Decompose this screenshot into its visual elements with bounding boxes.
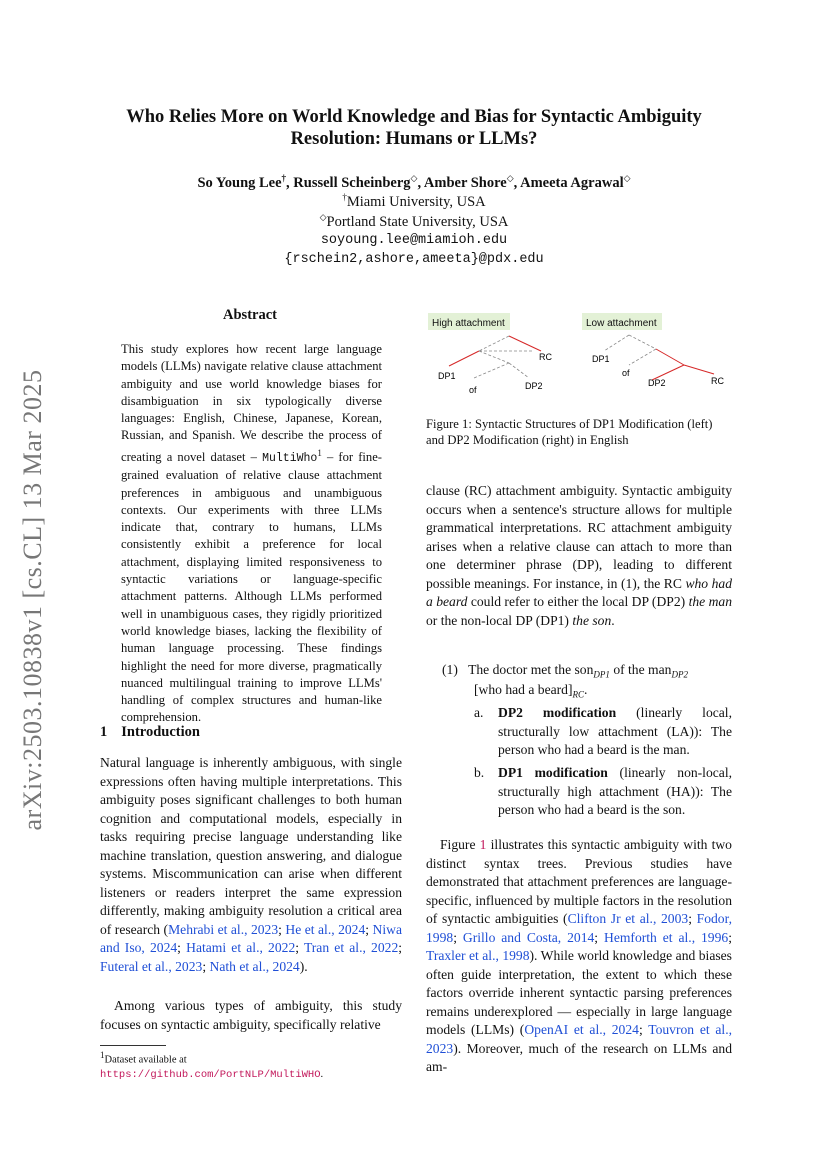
footnote-rule (100, 1045, 166, 1046)
abstract-body: This study explores how recent large language models (LLMs) navigate relative clause attachment ambiguity and use world knowledge biases for disambiguation in six typologically diverse languages: English, Chinese, Japanese, Korean, Russian, and Spanish. We describe the process of creating a novel dataset – MultiWho$^1$ – for fine-grained evaluation of relative clause attachment preferences in ambiguous and unambiguous contexts. Our experiments with three LLMs indicate that, contrary to humans, LLMs consistently exhibit a preference for local attachment, displaying limited responsiveness to syntactic variations or language-specific attachment patterns. Although LLMs performed well in unambiguous cases, they rigidly prioritized world knowledge biases, lacking the flexibility of human language processing. These findings highlight the need for more diverse, pragmatically nuanced multilingual training to improve LLMs' handling of complex structures and human-like comprehension. (121, 342, 382, 725)
affiliation-2: ◇Portland State University, USA (319, 212, 509, 230)
arxiv-stamp-text: arXiv:2503.10838v1 [cs.CL] 13 Mar 2025 (18, 369, 47, 831)
title-line-1: Who Relies More on World Knowledge and Bias for Syntactic Ambiguity (126, 107, 702, 127)
high-attachment-label: High attachment (432, 318, 505, 329)
author-list: So Young Lee†, Russell Scheinberg◇, Amber Shore◇, Ameeta Agrawal◇ (197, 173, 631, 191)
example-1b: b. DP1 modification (linearly non-local, structurally high attachment (HA)): The person who had a beard is the son. (474, 765, 732, 817)
author-2: Russell Scheinberg◇ (293, 173, 418, 191)
abstract-heading: Abstract (223, 307, 277, 323)
citation-link[interactable]: Niwa and Iso, 2024 (100, 921, 402, 955)
email-2: {rschein2,ashore,ameeta}@pdx.edu (284, 252, 544, 267)
citation-link[interactable]: Hemforth et al., 1996 (604, 929, 729, 945)
example-number: (1) (442, 662, 458, 677)
dataset-name: MultiWho (262, 451, 318, 465)
figure-ref-link[interactable]: 1 (479, 837, 487, 852)
title-line-2: Resolution: Humans or LLMs? (290, 129, 538, 149)
author-1: So Young Lee† (197, 173, 287, 191)
section-heading: 1 Introduction (100, 724, 200, 740)
citation-link[interactable]: Hatami et al., 2022 (186, 940, 296, 955)
email-1: soyoung.lee@miamioh.edu (320, 233, 508, 248)
citation-link[interactable]: Clifton Jr et al., 2003 (567, 911, 689, 926)
intro-paragraph-1: Natural language is inherently ambiguous, with single expressions often having multiple interpretations. This ambiguity poses significant challenges to both human cognition and computational models, especially in tasks requiring precise language understanding like machine translation, question answering, and dialogue systems. Miscommunication can arise when different listeners or readers interpret the same expression differently, making ambiguity resolution a critical area of research (Mehrabi et al., 2023; He et al., 2024; Niwa and Iso, 2024; Hatami et al., 2022; Tran et al., 2022; Futeral et al., 2023; Nath et al., 2024). (100, 755, 403, 974)
footnote: $^1$Dataset available at https://github.com/PortNLP/MultiWHO. (100, 1050, 324, 1081)
figure-1-syntax-trees (424, 308, 744, 412)
citation-link[interactable]: Grillo and Costa, 2014 (462, 929, 595, 945)
citation-link[interactable]: Traxler et al., 1998 (426, 948, 530, 963)
author-4: Ameeta Agrawal◇ (520, 173, 631, 191)
example-1-sentence: (1) The doctor met the son$_{DP1}$ of the man$_{DP2}$ (442, 662, 688, 680)
left-dp2-node: DP2 (525, 381, 543, 391)
affiliation-1: †Miami University, USA (342, 192, 486, 210)
low-attachment-label: Low attachment (586, 318, 657, 329)
intro-paragraph-2: Among various types of ambiguity, this study focuses on syntactic ambiguity, specifically relative (100, 998, 402, 1032)
citation-link[interactable]: Futeral et al., 2023 (100, 958, 203, 974)
right-paragraph-2: Figure 1 illustrates this syntactic ambiguity with two distinct syntax trees. Previous studies have demonstrated that attachment preferences are language-specific, influenced by multiple factors in the resolution of syntactic ambiguities (Clifton Jr et al., 2003; Fodor, 1998; Grillo and Costa, 2014; Hemforth et al., 1996; Traxler et al., 1998). While world knowledge and biases often guide interpretation, the extent to which these factors override inherent syntactic parsing preferences remains underexplored — especially in large language models (LLMs) (OpenAI et al., 2024; Touvron et al., 2023). Moreover, much of the research on LLMs and am- (426, 837, 732, 1074)
left-rc-node: RC (539, 352, 552, 362)
right-rc-node: RC (711, 376, 724, 386)
dataset-url-link[interactable]: https://github.com/PortNLP/MultiWHO (100, 1069, 321, 1081)
citation-link[interactable]: He et al., 2024 (285, 921, 366, 937)
citation-link[interactable]: Nath et al., 2024 (209, 958, 300, 974)
citation-link[interactable]: Touvron et al., 2023 (426, 1022, 732, 1056)
right-dp1-node: DP1 (592, 354, 610, 364)
right-dp2-node: DP2 (648, 378, 666, 388)
paper-title (90, 106, 738, 150)
example-1a: a. DP2 modification (linearly local, structurally low attachment (LA)): The person who had a beard is the man. (474, 705, 732, 757)
arxiv-stamp (8, 360, 58, 840)
right-paragraph-1: clause (RC) attachment ambiguity. Syntactic ambiguity occurs when a sentence's structure allows for multiple grammatical interpretations. RC attachment ambiguity arises when a relative clause can attach to more than one determiner phrase (DP), leading to different possible meanings. For instance, in (1), the RC who had a beard could refer to either the local DP (DP2) the man or the non-local DP (DP1) the son. (426, 483, 733, 628)
right-of-node: of (622, 368, 630, 378)
author-3: Amber Shore◇ (423, 173, 514, 191)
citation-link[interactable]: Tran et al., 2022 (303, 940, 399, 955)
figure-1-caption: Figure 1: Syntactic Structures of DP1 Modification (left) and DP2 Modification (right) in English (426, 417, 713, 447)
citation-link[interactable]: Mehrabi et al., 2023 (168, 921, 279, 937)
citation-link[interactable]: Fodor, 1998 (426, 911, 732, 945)
left-of-node: of (469, 385, 477, 395)
example-1-sentence-cont: [who had a $beard]_{RC}$. (474, 682, 588, 700)
citation-link[interactable]: OpenAI et al., 2024 (524, 1022, 639, 1037)
left-dp1-node: DP1 (438, 371, 456, 381)
footnote-ref: 1 (317, 447, 322, 458)
